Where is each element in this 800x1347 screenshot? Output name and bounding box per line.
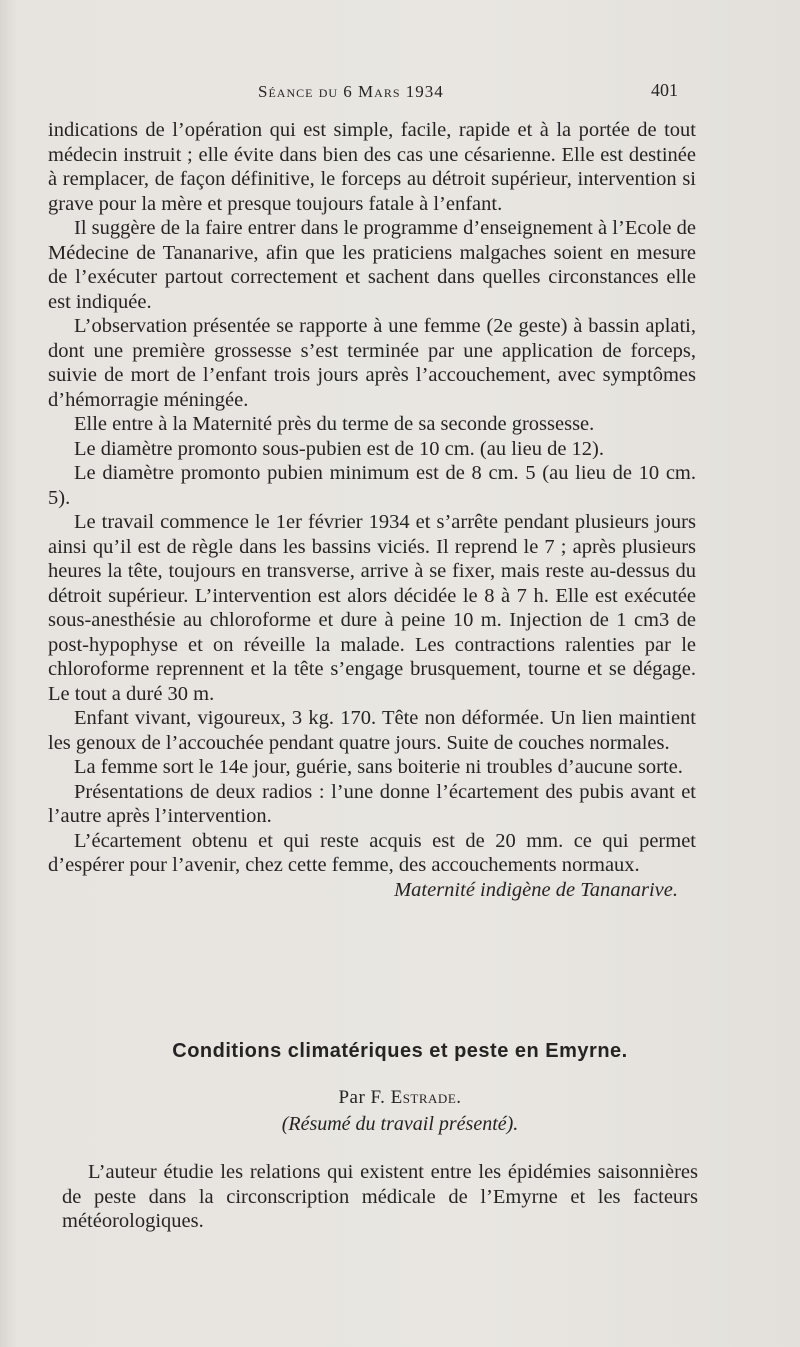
paragraph-1: indications de l’opération qui est simple, facile, rapide et à la portée de tout médecin instruit ; elle évite dans bien des cas une césarienne. Elle est destinée à remplacer, de façon définitive, le forceps au détroit supérieur, intervention si grave pour la mère et presque toujours fatale à l’enfant.: [48, 119, 696, 215]
summary-note: (Résumé du travail présenté).: [281, 1113, 519, 1135]
paragraph-6: Le diamètre promonto pubien minimum est de 8 cm. 5 (au lieu de 10 cm. 5).: [48, 462, 696, 509]
paragraph-10: Présentations de deux radios : l’une donne l’écartement des pubis avant et l’autre après l’intervention.: [48, 780, 696, 827]
paragraph-4: Elle entre à la Maternité près du terme de sa seconde grossesse.: [74, 413, 595, 435]
paragraph-3: L’observation présentée se rapporte à une femme (2e geste) à bassin aplati, dont une première grossesse s’est terminée par une application de forceps, suivie de mort de l’enfant trois jours après l’accouchement, avec symptômes d’hémorragie méningée.: [48, 315, 696, 411]
paragraph-11: L’écartement obtenu et qui reste acquis est de 20 mm. ce qui permet d’espérer pour l’avenir, chez cette femme, des accouchements normaux.: [48, 829, 696, 876]
running-title: Séance du 6 Mars 1934: [258, 82, 444, 101]
paragraph-9: La femme sort le 14e jour, guérie, sans boiterie ni troubles d’aucune sorte.: [74, 756, 683, 778]
page-number: 401: [651, 80, 678, 100]
author-name: F. Estrade.: [370, 1087, 462, 1108]
paragraph-7: Le travail commence le 1er février 1934 et s’arrête pendant plusieurs jours ainsi qu’il est de règle dans les bassins viciés. Il reprend le 7 ; après plusieurs heures la tête, toujours en transverse, arrive à se fixer, mais reste au-dessus du détroit supérieur. L’intervention est alors décidée le 8 à 7 h. Elle est exécutée sous-anesthésie au chloroforme et dure à peine 10 m. Injection de 1 cm3 de post-hypophyse et on réveille la malade. Les contractions ralenties par le chloroforme reprennent et la tête s’engage brusquement, tourne et se dégage. Le tout a duré 30 m.: [48, 511, 696, 705]
article-body: [48, 118, 696, 902]
abstract-paragraph: L’auteur étudie les relations qui existent entre les épidémies saisonnières de peste dans la circonscription médicale de l’Emyrne et les facteurs météorologiques.: [62, 1161, 698, 1232]
paragraph-5: Le diamètre promonto sous-pubien est de 10 cm. (au lieu de 12).: [74, 437, 605, 460]
next-article-author: [0, 1087, 800, 1109]
paragraph-2: Il suggère de la faire entrer dans le programme d’enseignement à l’Ecole de Médecine de Tananarive, afin que les praticiens malgaches soient en mesure de l’exécuter partout correctement et sachent dans quelles circonstances elle est indiquée.: [48, 217, 696, 313]
article-signature: Maternité indigène de Tananarive.: [394, 878, 678, 901]
running-header: [0, 78, 800, 108]
next-article-title: Conditions climatériques et peste en Emyrne.: [172, 1040, 628, 1062]
next-article-abstract: [62, 1160, 698, 1234]
paragraph-8: Enfant vivant, vigoureux, 3 kg. 170. Tête non déformée. Un lien maintient les genoux de l’accouchée pendant quatre jours. Suite de couches normales.: [48, 707, 696, 754]
author-prefix: Par: [338, 1087, 366, 1108]
signature-line: [48, 878, 696, 903]
